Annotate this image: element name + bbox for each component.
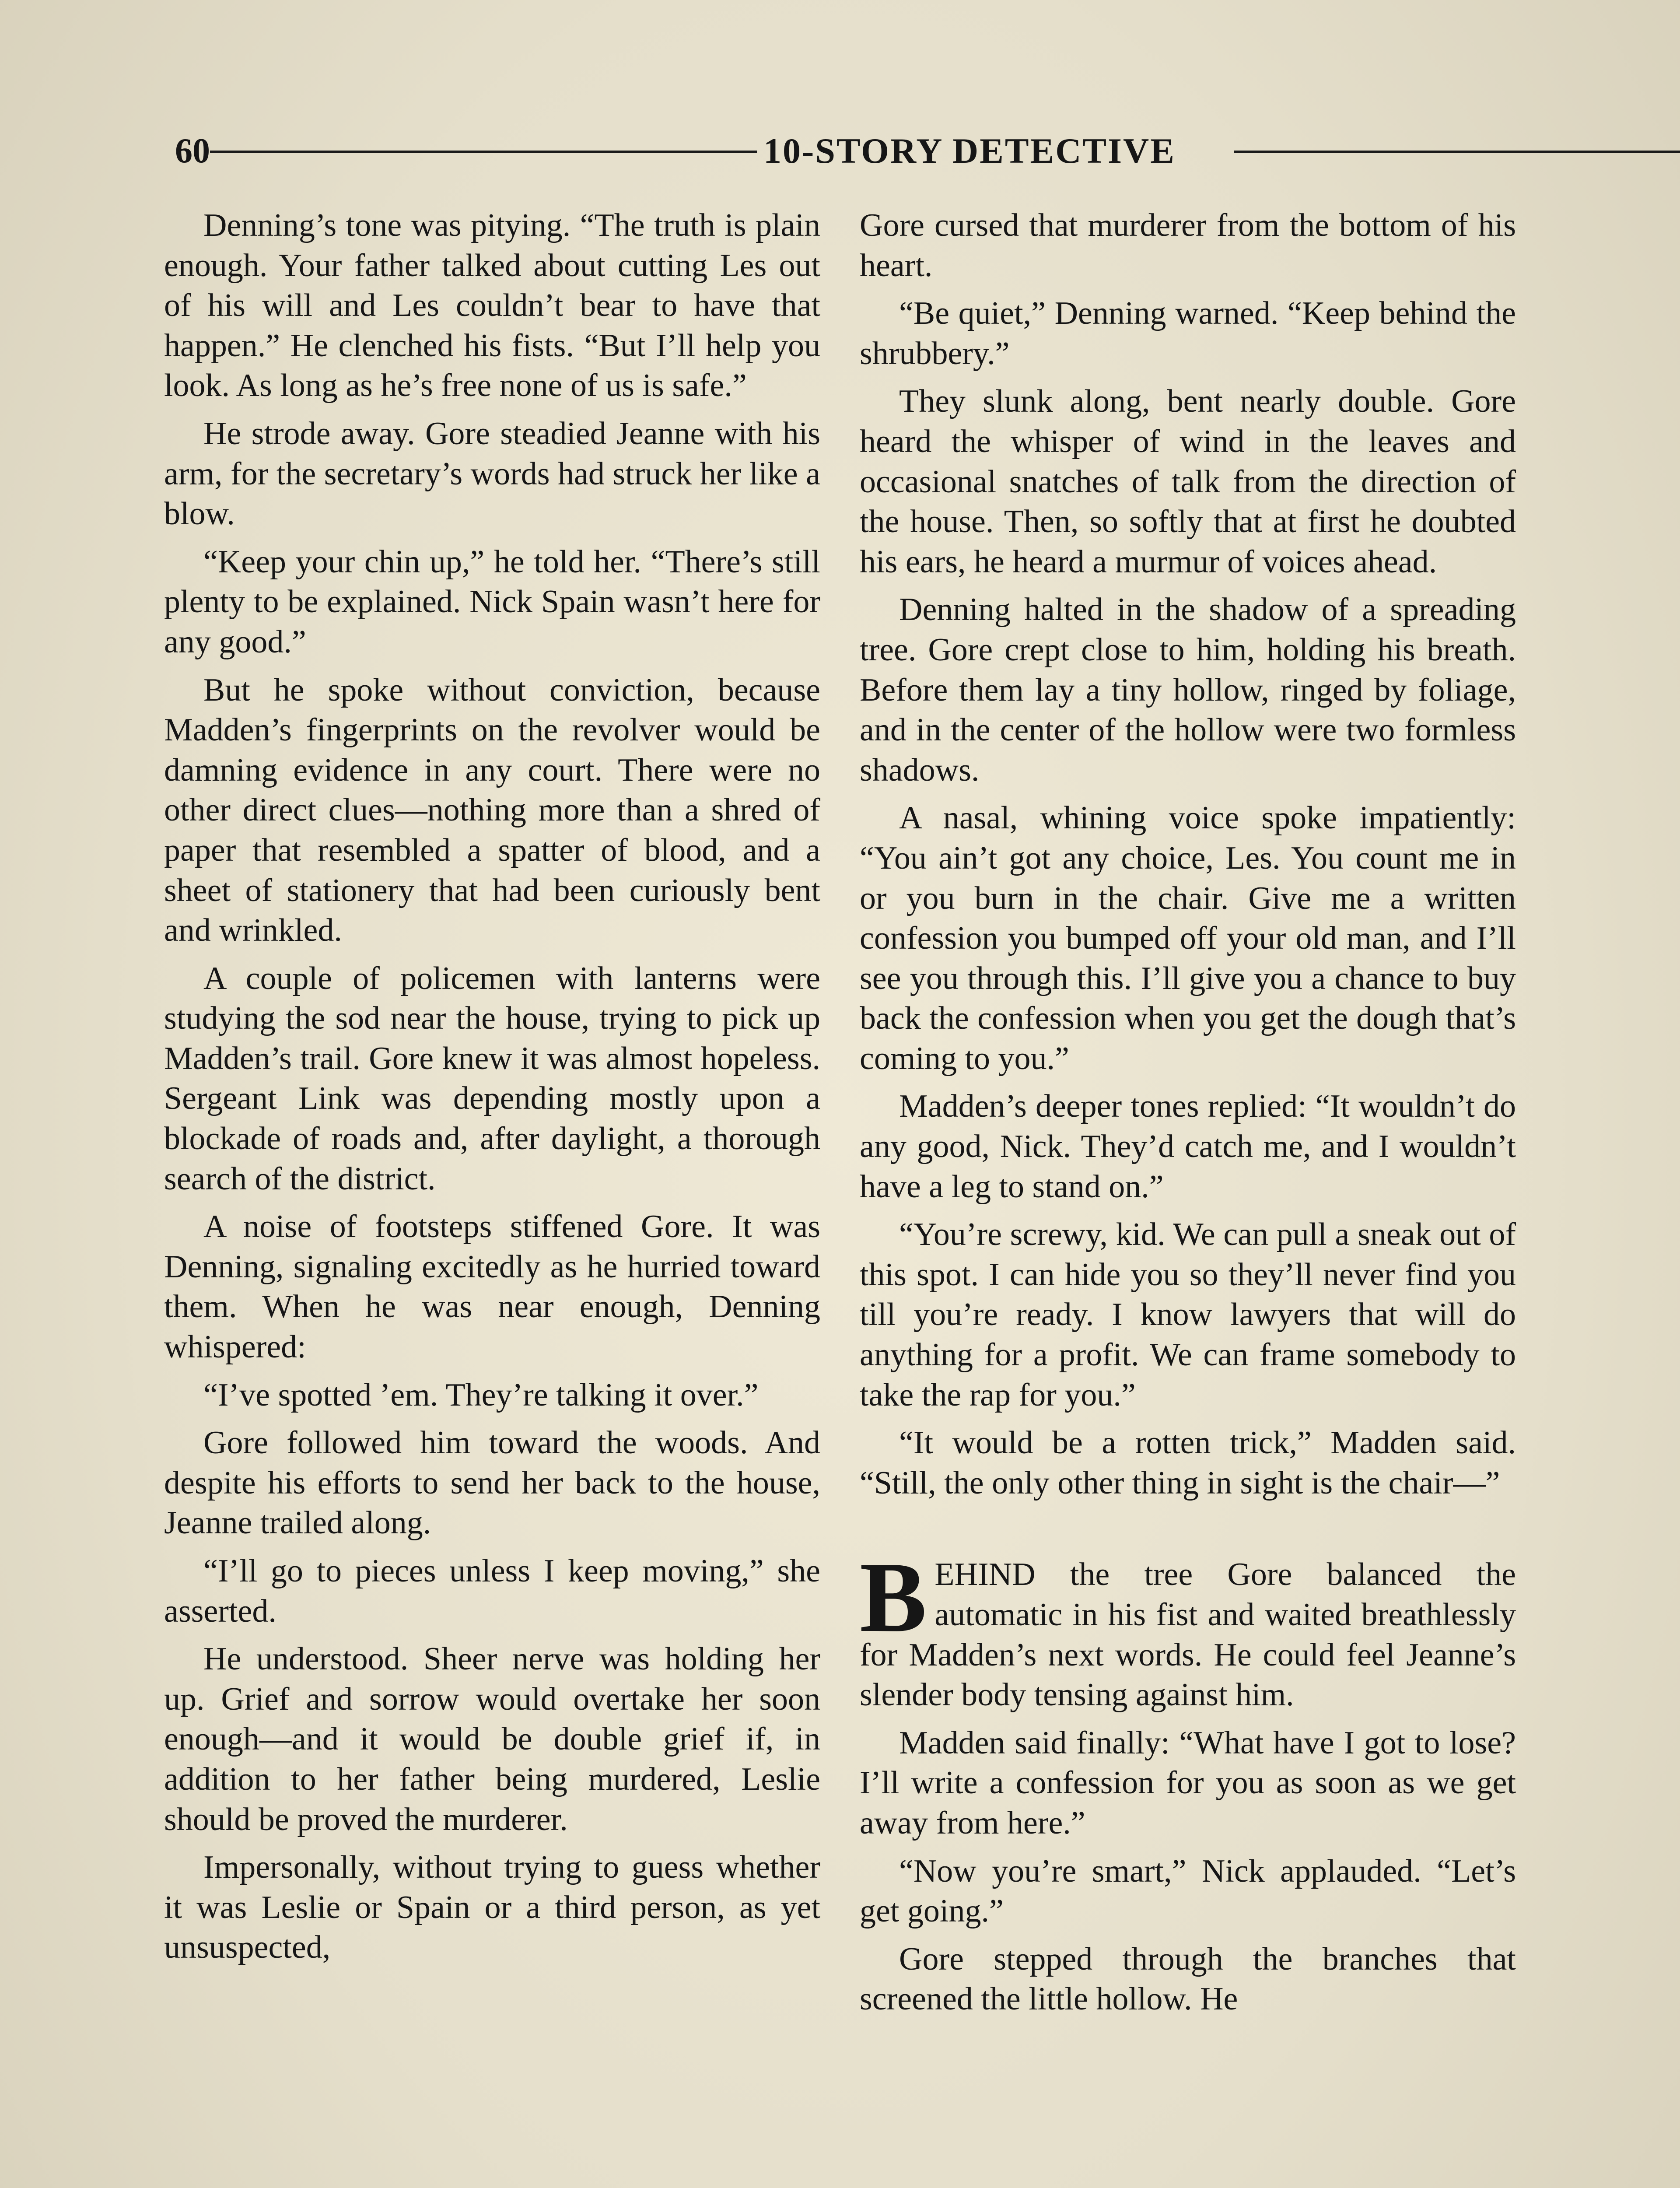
- paragraph: “Keep your chin up,” he told her. “There’s still plenty to be explained. Nick Spain wasn’t here for any good.”: [164, 543, 820, 660]
- paragraph: “Now you’re smart,” Nick applauded. “Let’s get going.”: [860, 1853, 1516, 1929]
- paragraph: He strode away. Gore steadied Jeanne with his arm, for the secretary’s words had struck her like a blow.: [164, 415, 820, 532]
- paragraph: Denning halted in the shadow of a spreading tree. Gore crept close to him, holding his breath. Before them lay a tiny hollow, ringed by foliage, and in the center of the hollow were two formless shadows.: [860, 592, 1516, 788]
- header-rule-right: [1234, 151, 1680, 153]
- paragraph: A nasal, whining voice spoke impatiently: “You ain’t got any choice, Les. You count me in or you burn in the chair. Give me a written confession you bumped off your old man, and I’ll see you through this. I’ll give you a chance to buy back the confession when you get the dough that’s coming to you.”: [860, 800, 1516, 1076]
- paragraph: Impersonally, without trying to guess whether it was Leslie or Spain or a third person, as yet unsuspected,: [164, 1849, 820, 1966]
- paragraph: “I’ve spotted ’em. They’re talking it over.”: [203, 1377, 759, 1413]
- magazine-title: 10-STORY DETECTIVE: [763, 131, 1176, 171]
- paragraph: “You’re screwy, kid. We can pull a sneak out of this spot. I can hide you so they’ll never find you till you’re ready. I know lawyers that will do anything for a profit. We can frame somebody to take the rap for you.”: [860, 1217, 1516, 1413]
- paragraph: He understood. Sheer nerve was holding her up. Grief and sorrow would overtake her soon enough—and it would be double grief if, in addition to her father being murdered, Leslie should be proved the murderer.: [164, 1641, 820, 1837]
- paragraph: They slunk along, bent nearly double. Gore heard the whisper of wind in the leaves and occasional snatches of talk from the direction of the house. Then, so softly that at first he doubted his ears, he heard a murmur of voices ahead.: [860, 383, 1516, 580]
- section-break: [860, 1511, 1516, 1555]
- drop-cap-paragraph-text: EHIND the tree Gore balanced the automatic in his fist and waited breathlessly for Madden’s next words. He could feel Jeanne’s slender body tensing against him.: [860, 1557, 1516, 1713]
- drop-cap: B: [860, 1541, 927, 1653]
- paragraph: Madden said finally: “What have I got to lose? I’ll write a confession for you as soon as we get away from here.”: [860, 1725, 1516, 1841]
- running-header: [175, 131, 1514, 171]
- drop-cap-paragraph: [860, 1541, 1516, 1715]
- paragraph: A couple of policemen with lanterns were studying the sod near the house, trying to pick up Madden’s trail. Gore knew it was almost hopeless. Sergeant Link was depending mostly upon a blockade of roads and, after daylight, a thorough search of the district.: [164, 960, 820, 1197]
- right-column: [860, 206, 1516, 2027]
- paragraph: Gore stepped through the branches that screened the little hollow. He: [860, 1941, 1516, 2017]
- paragraph: “It would be a rotten trick,” Madden said. “Still, the only other thing in sight is the chair—”: [860, 1425, 1516, 1501]
- page-number: 60: [175, 132, 210, 170]
- paragraph: Denning’s tone was pitying. “The truth is plain enough. Your father talked about cutting Les out of his will and Les couldn’t bear to have that happen.” He clenched his fists. “But I’ll help you look. As long as he’s free none of us is safe.”: [164, 207, 820, 404]
- paragraph: A noise of footsteps stiffened Gore. It was Denning, signaling excitedly as he hurried toward them. When he was near enough, Denning whispered:: [164, 1209, 820, 1365]
- paragraph: “Be quiet,” Denning warned. “Keep behind the shrubbery.”: [860, 295, 1516, 372]
- paragraph: Madden’s deeper tones replied: “It wouldn’t do any good, Nick. They’d catch me, and I wouldn’t have a leg to stand on.”: [860, 1088, 1516, 1205]
- paragraph: Gore cursed that murderer from the bottom of his heart.: [860, 207, 1516, 284]
- paragraph: “I’ll go to pieces unless I keep moving,” she asserted.: [164, 1553, 820, 1629]
- left-column: [164, 206, 820, 1976]
- paragraph: Gore followed him toward the woods. And despite his efforts to send her back to the house, Jeanne trailed along.: [164, 1425, 820, 1541]
- header-rule-left: [210, 151, 757, 153]
- paragraph: But he spoke without conviction, because Madden’s fingerprints on the revolver would be damning evidence in any court. There were no other direct clues—nothing more than a shred of paper that resembled a spatter of blood, and a sheet of stationery that had been curiously bent and wrinkled.: [164, 672, 820, 949]
